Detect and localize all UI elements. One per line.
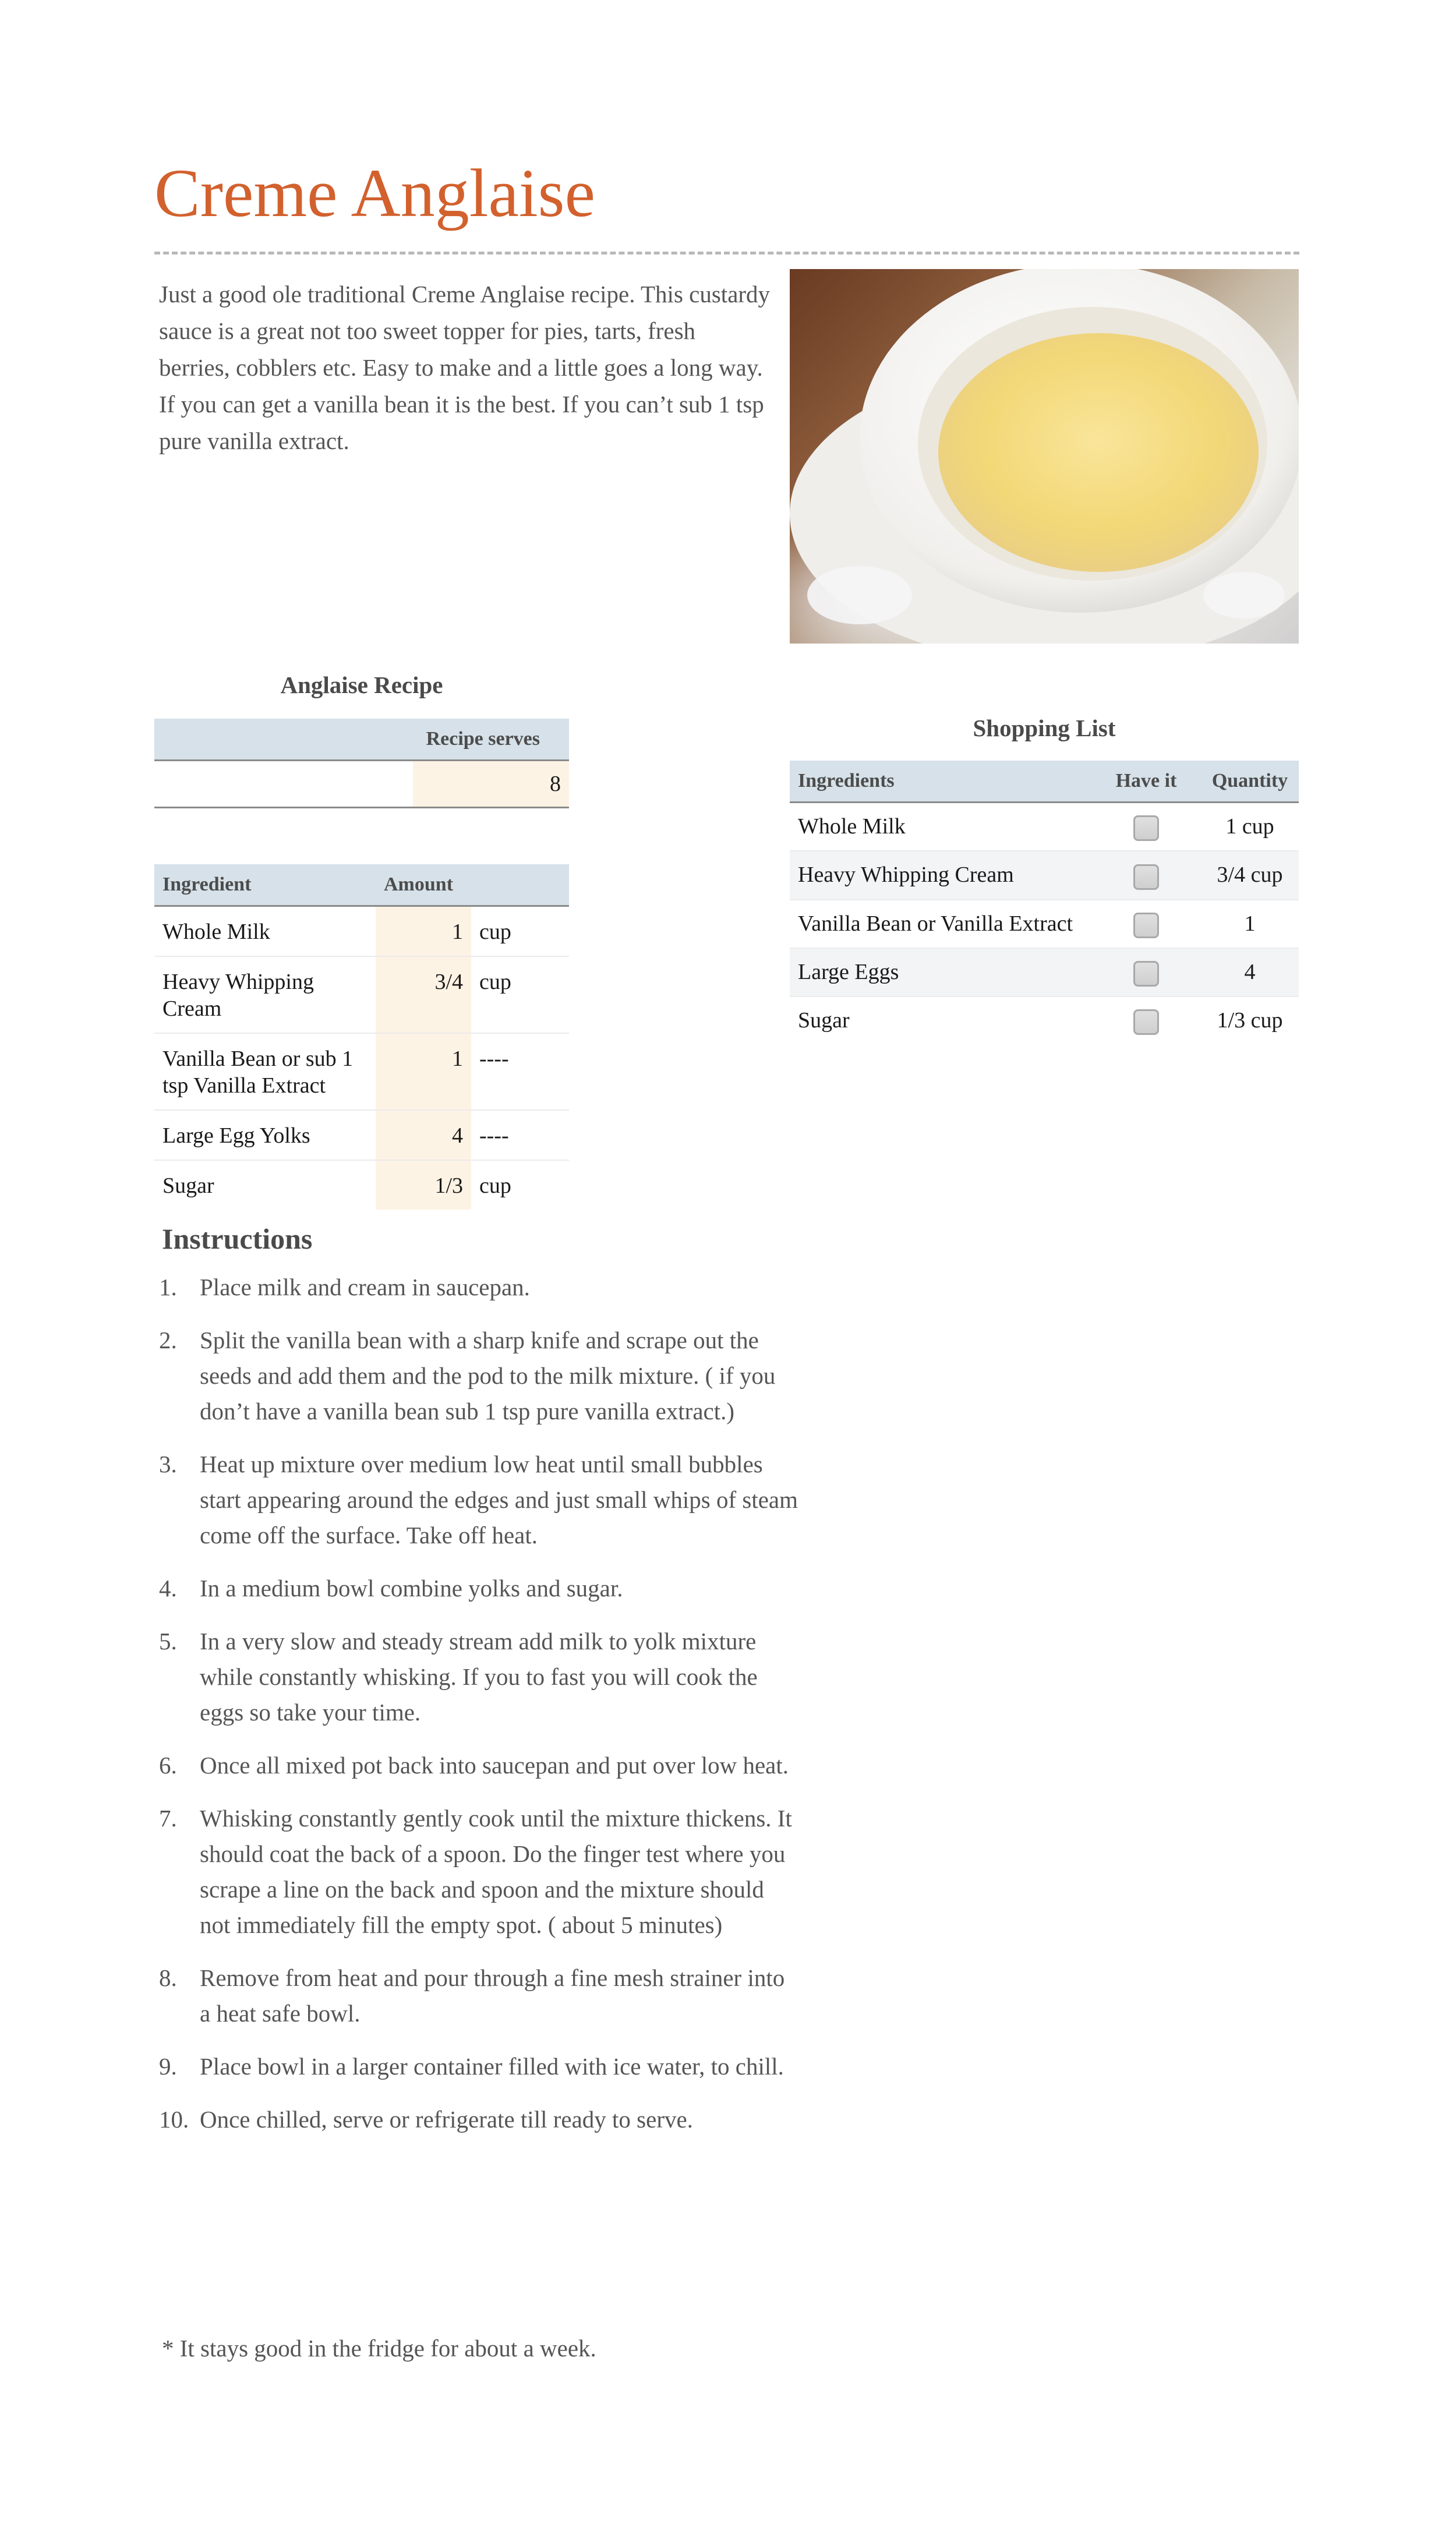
serves-blank-cell	[154, 761, 413, 808]
ingredient-name: Sugar	[162, 1174, 214, 1198]
ingredients-table	[154, 864, 569, 1210]
table-row	[790, 803, 1299, 851]
title-divider	[154, 252, 1299, 255]
ingredient-unit: ----	[471, 1110, 569, 1160]
serves-header: Recipe serves	[413, 719, 569, 761]
instruction-step: Place bowl in a larger container filled with ice water, to chill.	[200, 2053, 784, 2080]
recipe-caption: Anglaise Recipe	[280, 671, 443, 698]
instructions-heading: Instructions	[162, 1222, 313, 1255]
intro-text: Just a good ole traditional Creme Anglaise recipe. This custardy sauce is a great not too sweet topper for pies, tarts, fresh berries, cobblers etc. Easy to make and a little goes a long way. If you can get a vanilla bean it is the best. If you can’t sub 1 tsp pure vanilla extract.	[159, 281, 771, 454]
ingredient-unit: cup	[479, 1174, 511, 1198]
instruction-step: Once chilled, serve or refrigerate till ready to serve.	[200, 2106, 693, 2133]
have-it-checkbox[interactable]	[1133, 1009, 1159, 1035]
instructions-list	[154, 1270, 800, 2155]
quantity-header: Quantity	[1201, 761, 1299, 803]
ingredient-name: Vanilla Bean or sub 1 tsp Vanilla Extract	[154, 1033, 376, 1110]
ingredient-amount[interactable]: 1/3	[376, 1160, 471, 1210]
table-row	[790, 948, 1299, 996]
table-row	[790, 900, 1299, 948]
have-it-checkbox[interactable]	[1133, 961, 1159, 987]
table-row	[154, 956, 569, 1033]
custard-bowl-illustration	[790, 269, 1299, 644]
shopping-quantity: 4	[1201, 948, 1299, 996]
shopping-caption: Shopping List	[973, 715, 1116, 741]
table-row	[154, 906, 569, 957]
shopping-quantity: 1/3 cup	[1217, 1008, 1283, 1033]
table-row	[790, 851, 1299, 899]
serves-value[interactable]: 8	[413, 761, 569, 808]
table-row	[154, 1110, 569, 1160]
instruction-step: Place milk and cream in saucepan.	[200, 1274, 530, 1300]
ingredient-name: Whole Milk	[154, 906, 376, 957]
shopping-ingredient: Sugar	[798, 1008, 850, 1033]
shopping-ingredient: Heavy Whipping Cream	[790, 851, 1091, 899]
instruction-step: Split the vanilla bean with a sharp knife and scrape out the seeds and add them and the pod to the milk mixture. ( if you don’t have a vanilla bean sub 1 tsp pure vanilla extract.)	[200, 1327, 776, 1425]
instruction-step: In a medium bowl combine yolks and sugar.	[200, 1575, 623, 1602]
instruction-step: Once all mixed pot back into saucepan and put over low heat.	[200, 1752, 789, 1779]
footnote: * It stays good in the fridge for about a week.	[162, 2335, 596, 2362]
unit-header	[471, 864, 569, 906]
instruction-step: Whisking constantly gently cook until the mixture thickens. It should coat the back of a spoon. Do the finger test where you scrape a line on the back and spoon and the mixture should not immediately fill the empty spot. ( about 5 minutes)	[200, 1805, 792, 1938]
shopping-ingredient: Whole Milk	[790, 803, 1091, 851]
instruction-step: In a very slow and steady stream add milk to yolk mixture while constantly whisking. If you to fast you will cook the eggs so take your time.	[200, 1628, 758, 1726]
ingredient-name: Heavy Whipping Cream	[154, 956, 376, 1033]
amount-header: Amount	[376, 864, 471, 906]
shopping-quantity: 3/4 cup	[1201, 851, 1299, 899]
shopping-ingredient: Vanilla Bean or Vanilla Extract	[790, 900, 1091, 948]
shopping-ingredients-header: Ingredients	[790, 761, 1091, 803]
table-row	[154, 1033, 569, 1110]
page-title: Creme Anglaise	[154, 155, 595, 231]
serves-header-blank	[154, 719, 413, 761]
have-it-header: Have it	[1091, 761, 1201, 803]
have-it-checkbox[interactable]	[1133, 864, 1159, 890]
instruction-step: Heat up mixture over medium low heat until small bubbles start appearing around the edges and just small whips of steam come off the surface. Take off heat.	[200, 1451, 798, 1549]
have-it-cell	[1091, 900, 1201, 948]
ingredient-amount[interactable]: 3/4	[376, 956, 471, 1033]
ingredient-unit: cup	[471, 906, 569, 957]
shopping-quantity: 1	[1201, 900, 1299, 948]
shopping-ingredient: Large Eggs	[790, 948, 1091, 996]
ingredient-amount[interactable]: 1	[376, 1033, 471, 1110]
shopping-list-table	[790, 761, 1299, 1044]
ingredient-amount[interactable]: 4	[376, 1110, 471, 1160]
have-it-cell	[1091, 803, 1201, 851]
have-it-cell	[1091, 996, 1201, 1044]
ingredient-name: Large Egg Yolks	[154, 1110, 376, 1160]
have-it-cell	[1091, 851, 1201, 899]
shopping-quantity: 1 cup	[1201, 803, 1299, 851]
ingredient-amount[interactable]: 1	[376, 906, 471, 957]
ingredient-unit: ----	[471, 1033, 569, 1110]
instruction-step: Remove from heat and pour through a fine mesh strainer into a heat safe bowl.	[200, 1964, 785, 2027]
table-row	[790, 996, 1299, 1044]
recipe-serves-table	[154, 719, 569, 808]
have-it-checkbox[interactable]	[1133, 913, 1159, 938]
custard-bowl-photo	[790, 269, 1299, 644]
have-it-checkbox[interactable]	[1133, 815, 1159, 841]
have-it-cell	[1091, 948, 1201, 996]
ingredient-unit: cup	[471, 956, 569, 1033]
table-row	[154, 1160, 569, 1210]
ingredient-header: Ingredient	[154, 864, 376, 906]
